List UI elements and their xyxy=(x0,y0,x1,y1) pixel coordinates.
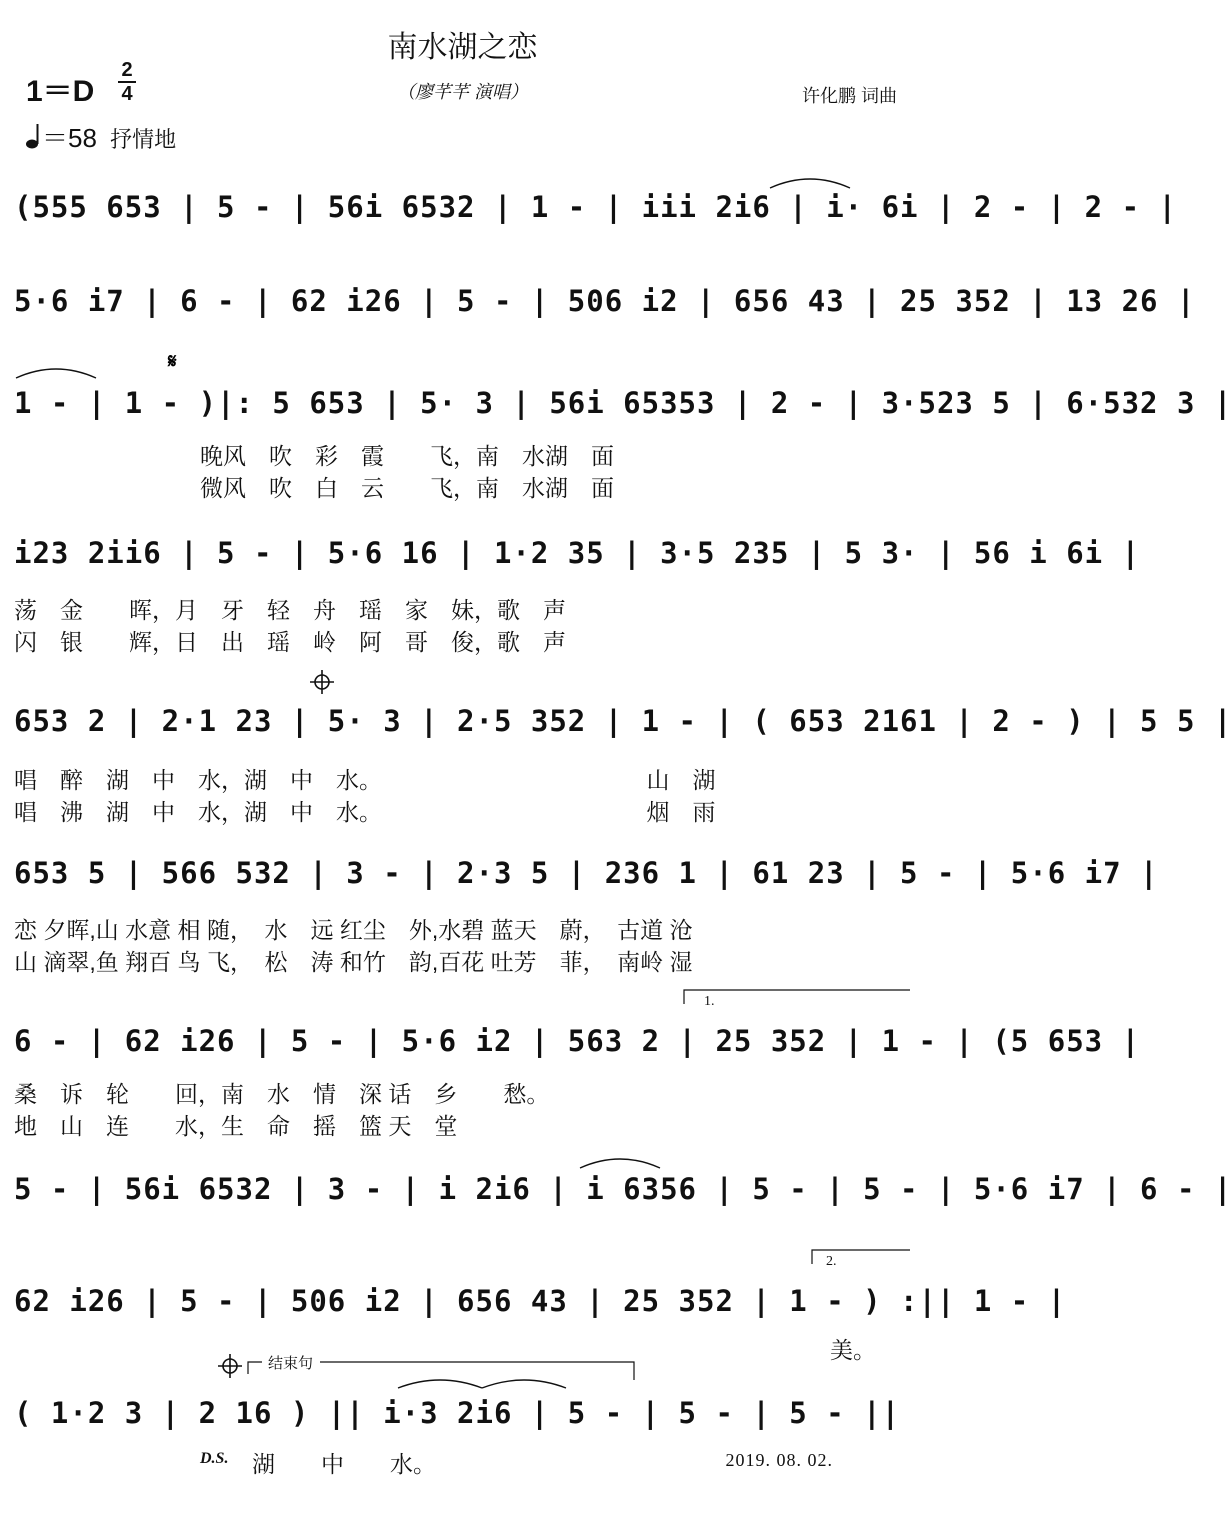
lyrics-row-6-verse-1: 恋 夕晖,山 水意 相 随， 水 远 红尘 外,水碧 蓝天 蔚， 古道 沧 xyxy=(14,917,693,943)
score-row-3: 1 - | 1 - )|: 5 653 | 5· 3 | 56i 65353 | 2 - | 3·523 5 | 6·532 3 | xyxy=(14,386,1232,420)
lyrics-row-4-verse-1: 荡 金 晖，月 牙 轻 舟 瑶 家 妹，歌 声 xyxy=(14,597,566,623)
time-top: 2 xyxy=(121,59,133,81)
score-row-6: 653 5 | 566 532 | 3 - | 2·3 5 | 236 1 | 61 23 | 5 - | 5·6 i7 | xyxy=(14,856,1159,890)
score-row-7: 6 - | 62 i26 | 5 - | 5·6 i2 | 563 2 | 25 352 | 1 - | (5 653 | xyxy=(14,1024,1141,1058)
lyrics-row-5-verse-1: 唱 醉 湖 中 水，湖 中 水。 山 湖 xyxy=(14,767,716,793)
volta-1-bracket xyxy=(684,990,910,1004)
score-row-2: 5·6 i7 | 6 - | 62 i26 | 5 - | 506 i2 | 656 43 | 25 352 | 13 26 | xyxy=(14,284,1196,318)
lyrics-row-4-verse-2: 闪 银 辉，日 出 瑶 岭 阿 哥 俊，歌 声 xyxy=(14,629,566,655)
volta-1-label: 1. xyxy=(704,994,715,1009)
lyrics-row-10: 湖 中 水。 xyxy=(252,1451,436,1477)
coda-icon-ending xyxy=(218,1354,242,1378)
lyrics-row-5-verse-2: 唱 沸 湖 中 水，湖 中 水。 烟 雨 xyxy=(14,799,716,825)
lyrics-row-6-verse-2: 山 滴翠,鱼 翔百 鸟 飞， 松 涛 和竹 韵,百花 吐芳 菲， 南岭 湿 xyxy=(14,949,693,975)
volta-2-label: 2. xyxy=(826,1254,837,1269)
composer-credit: 许化鹏 词曲 xyxy=(801,86,897,106)
time-bottom: 4 xyxy=(121,83,133,105)
score-row-5: 653 2 | 2·1 23 | 5· 3 | 2·5 352 | 1 - | ( 653 2161 | 2 - ) | 5 5 | xyxy=(14,704,1232,738)
slur-arcs xyxy=(16,179,850,1388)
volta-2-bracket xyxy=(812,1250,910,1264)
mood-marking: 抒情地 xyxy=(110,127,177,152)
ending-phrase-label: 结束句 xyxy=(268,1355,314,1372)
date-stamp: 2019. 08. 02. xyxy=(725,1450,833,1470)
score-row-8: 5 - | 56i 6532 | 3 - | i 2i6 | i 6356 | 5 - | 5 - | 5·6 i7 | 6 - | xyxy=(14,1172,1232,1206)
score-row-9: 62 i26 | 5 - | 506 i2 | 656 43 | 25 352 | 1 - ) :|| 1 - | xyxy=(14,1284,1067,1318)
lyrics-row-3-verse-2: 微风 吹 白 云 飞，南 水湖 面 xyxy=(200,475,614,501)
tempo-value: ＝58 xyxy=(42,123,97,153)
song-title: 南水湖之恋 xyxy=(387,31,538,64)
score-row-10: ( 1·2 3 | 2 16 ) || i·3 2i6 | 5 - | 5 - | 5 - || xyxy=(14,1396,901,1430)
segno-icon xyxy=(167,349,177,373)
lyrics-row-7-verse-2: 地 山 连 水，生 命 摇 篮 天 堂 xyxy=(14,1113,458,1139)
svg-text:𝄋: 𝄋 xyxy=(168,349,177,373)
score-row-4: i23 2ii6 | 5 - | 5·6 16 | 1·2 35 | 3·5 235 | 5 3· | 56 i 6i | xyxy=(14,536,1141,570)
lyrics-row-9-ending: 美。 xyxy=(830,1337,876,1363)
key-signature: 1＝D xyxy=(26,75,95,108)
lyrics-row-3-verse-1: 晚风 吹 彩 霞 飞，南 水湖 面 xyxy=(200,443,614,469)
dal-segno-mark: D.S. xyxy=(200,1450,229,1467)
score-row-1: (555 653 | 5 - | 56i 6532 | 1 - | iii 2i6 | i· 6i | 2 - | 2 - | xyxy=(14,190,1177,224)
ending-phrase-bracket xyxy=(248,1362,634,1380)
lyrics-row-7-verse-1: 桑 诉 轮 回，南 水 情 深 话 乡 愁。 xyxy=(14,1081,550,1107)
coda-icon xyxy=(310,670,334,694)
singer-credit: （廖芊芊 演唱） xyxy=(396,82,528,102)
